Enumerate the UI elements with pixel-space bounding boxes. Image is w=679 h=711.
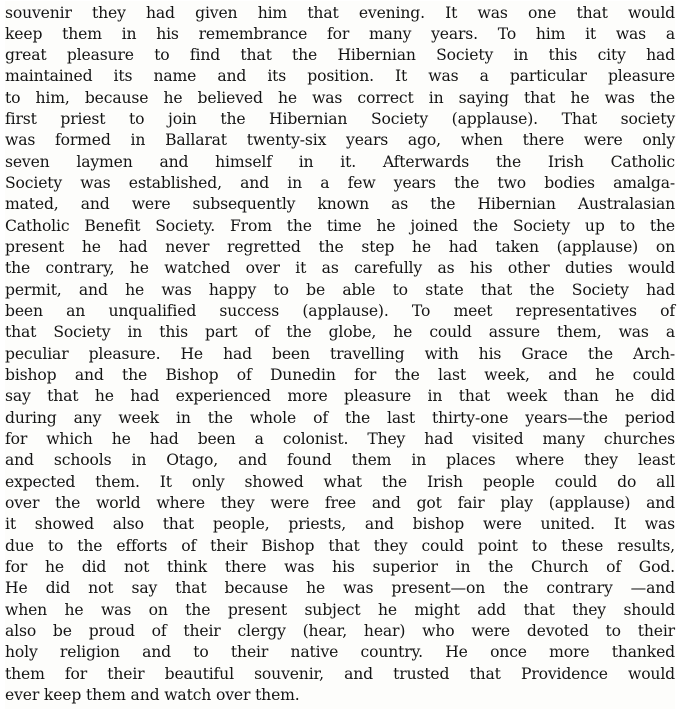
text-line-9: Society was established, and in a few years the two bodies amalga- (5, 174, 675, 192)
text-line-3: great pleasure to find that the Hibernian Society in this city had (5, 46, 675, 64)
text-line-8: seven laymen and himself in it. Afterwards the Irish Catholic (5, 153, 675, 171)
text-line-16: that Society in this part of the globe, he could assure them, was a (5, 323, 675, 341)
text-line-32: them for their beautiful souvenir, and trusted that Providence would (5, 665, 675, 683)
text-line-26: due to the efforts of their Bishop that they could point to these results, (5, 537, 675, 555)
text-line-27: for he did not think there was his superior in the Church of God. (5, 558, 675, 576)
text-line-7: was formed in Ballarat twenty-six years ago, when there were only (5, 131, 675, 149)
text-line-22: and schools in Otago, and found them in places where they least (5, 451, 675, 469)
text-line-17: peculiar pleasure. He had been travelling with his Grace the Arch- (5, 345, 675, 363)
text-line-29: when he was on the present subject he might add that they should (5, 601, 675, 619)
text-line-31: holy religion and to their native country. He once more thanked (5, 643, 675, 661)
newspaper-clipping (5, 1, 675, 709)
text-line-28: He did not say that because he was present—on the contrary —and (5, 579, 675, 597)
text-line-10: mated, and were subsequently known as the Hibernian Australasian (5, 195, 675, 213)
text-line-11: Catholic Benefit Society. From the time he joined the Society up to the (5, 217, 675, 235)
text-line-30: also be proud of their clergy (hear, hear) who were devoted to their (5, 622, 675, 640)
text-line-19: say that he had experienced more pleasure in that week than he did (5, 387, 675, 405)
text-line-4: maintained its name and its position. It was a particular pleasure (5, 67, 675, 85)
text-line-13: the contrary, he watched over it as carefully as his other duties would (5, 259, 675, 277)
text-line-21: for which he had been a colonist. They had visited many churches (5, 430, 675, 448)
text-line-23: expected them. It only showed what the Irish people could do all (5, 473, 675, 491)
text-line-14: permit, and he was happy to be able to state that the Society had (5, 281, 675, 299)
text-line-18: bishop and the Bishop of Dunedin for the last week, and he could (5, 366, 675, 384)
text-line-6: first priest to join the Hibernian Society (applause). That society (5, 110, 675, 128)
text-line-24: over the world where they were free and got fair play (applause) and (5, 494, 675, 512)
text-line-5: to him, because he believed he was correct in saying that he was the (5, 89, 675, 107)
text-line-25: it showed also that people, priests, and bishop were united. It was (5, 515, 675, 533)
text-line-15: been an unqualified success (applause). To meet representatives of (5, 302, 675, 320)
text-line-20: during any week in the whole of the last thirty-one years—the period (5, 409, 675, 427)
text-line-33: ever keep them and watch over them. (5, 686, 300, 704)
text-line-2: keep them in his remembrance for many years. To him it was a (5, 25, 675, 43)
text-line-1: souvenir they had given him that evening. It was one that would (5, 4, 675, 22)
text-line-12: present he had never regretted the step he had taken (applause) on (5, 238, 675, 256)
